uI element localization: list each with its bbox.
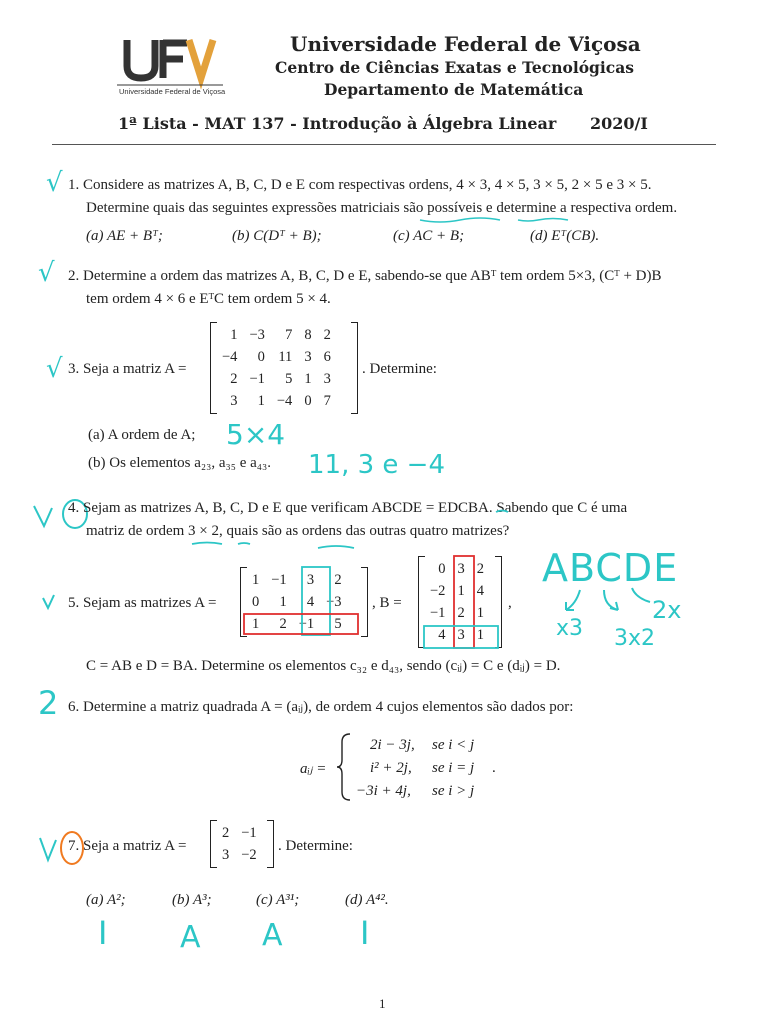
matrix-a-p5-cell: 2 (334, 571, 342, 588)
matrix-b-p5-cell: 4 (476, 582, 484, 599)
matrix-p3-cell: 3 (230, 392, 238, 409)
matrix-b-p5-cell: 3 (457, 560, 465, 577)
matrix-p3-cell: −3 (249, 326, 265, 343)
brace (336, 732, 352, 802)
matrix-b-p5-cell: 1 (476, 626, 484, 643)
matrix-b-p5-cell: 1 (457, 582, 465, 599)
matrix-p3-cell: 3 (323, 370, 331, 387)
problem-7-after: . Determine: (278, 838, 353, 854)
case-2-cond: se i = j (432, 760, 475, 776)
check-mark-3: √ (46, 354, 63, 384)
matrix-p7-cell: 3 (222, 846, 230, 863)
matrix-b-p5-cell: 2 (476, 560, 484, 577)
problem-6-lhs: aᵢⱼ = (300, 761, 327, 777)
problem-5-line-2: C = AB e D = BA. Determine os elementos c₃₂ e d₄₃, sendo (cᵢⱼ) = C e (dᵢⱼ) = D. (86, 658, 561, 674)
matrix-p3-cell: 6 (323, 348, 331, 365)
handwritten-order-b: x3 (556, 616, 584, 641)
handwritten-answer-7d: I (360, 914, 370, 952)
matrix-a-p5-cell: 4 (306, 593, 315, 610)
problem-1-item-b: (b) C(Dᵀ + B); (232, 228, 322, 244)
problem-2-line-1: 2. Determine a ordem das matrizes A, B, C, D e E, sabendo-se que ABᵀ tem ordem 5×3, (Cᵀ + D)B (68, 268, 662, 284)
matrix-p3-cell: 5 (285, 370, 293, 387)
matrix-p7-row (216, 822, 263, 844)
matrix-p3-cell: 7 (323, 392, 331, 409)
handwritten-answer-7b: A (180, 920, 201, 955)
matrix-a-p5-cell: −1 (298, 615, 315, 632)
handwritten-answer-7a: I (98, 914, 108, 952)
problem-1-line-1: 1. Considere as matrizes A, B, C, D e E com respectivas ordens, 4 × 3, 4 × 5, 3 × 5, 2 × 5 e 3 × 5. (68, 177, 652, 193)
department-name: Departamento de Matemática (324, 80, 584, 99)
case-1-cond: se i < j (432, 737, 475, 753)
problem-6-line-1: 6. Determine a matriz quadrada A = (aᵢⱼ), de ordem 4 cujos elementos são dados por: (68, 699, 574, 715)
page-number: 1 (379, 996, 386, 1011)
matrix-b-p5-cell: 3 (457, 626, 465, 643)
matrix-p3-cell: 3 (304, 348, 312, 365)
problem-7-intro: 7. Seja a matriz A = (68, 838, 187, 854)
matrix-p3-cell: 2 (323, 326, 331, 343)
semester: 2020/I (590, 114, 648, 133)
problem-3-item-a: (a) A ordem de A; (88, 427, 196, 443)
case-1-expr: 2i − 3j, (370, 737, 415, 753)
problem-5-mid: , B = (372, 595, 402, 611)
problem-7-item-a: (a) A²; (86, 892, 126, 908)
problem-7-item-c: (c) A³¹; (256, 892, 300, 908)
matrix-p3-cell: 8 (304, 326, 312, 343)
problem-5-end: , (508, 595, 512, 611)
matrix-p7-table (216, 822, 263, 866)
matrix-p7-cell: −1 (241, 824, 257, 841)
matrix-a-p5-cell: 1 (252, 571, 260, 588)
matrix-a-p5-cell: 1 (252, 615, 260, 632)
university-name: Universidade Federal de Viçosa (290, 32, 641, 56)
case-2-expr: i² + 2j, (370, 760, 412, 776)
problem-4-line-2: matriz de ordem 3 × 2, quais são as ordens das outras quatro matrizes? (86, 523, 510, 539)
handwritten-answer-3b: 11, 3 e −4 (308, 450, 446, 480)
handwritten-order-d: 3x2 (614, 626, 656, 651)
problem-3-intro: 3. Seja a matriz A = (68, 361, 187, 377)
matrix-b-p5-cell: −1 (430, 604, 446, 621)
list-title: 1ª Lista - MAT 137 - Introdução à Álgebra Linear (118, 114, 557, 133)
matrix-b-p5-cell: 4 (438, 626, 446, 643)
matrix-p7-cell: −2 (241, 846, 257, 863)
matrix-p3-cell: −1 (249, 370, 265, 387)
problem-1-line-2: Determine quais das seguintes expressões matriciais são possíveis e determine a respectiva ordem. (86, 200, 678, 216)
matrix-p3-cell: 0 (304, 392, 312, 409)
matrix-a-p7 (210, 820, 274, 868)
matrix-b-p5-cell: 2 (457, 604, 465, 621)
matrix-a-p5-cell: 0 (252, 593, 260, 610)
matrix-a-p5-cell: 1 (279, 593, 287, 610)
matrix-p3-cell: 11 (278, 348, 293, 365)
matrix-a-p5-cell: 3 (306, 571, 315, 588)
problem-2-line-2: tem ordem 4 × 6 e EᵀC tem ordem 5 × 4. (86, 291, 331, 307)
logo-caption: Universidade Federal de Viçosa (119, 87, 226, 96)
matrix-p7-row (216, 844, 263, 866)
matrix-p3-cell: 1 (257, 392, 265, 409)
matrix-p3-cell: 7 (285, 326, 293, 343)
problem-6-dot: . (492, 760, 496, 776)
matrix-b-p5-cell: −2 (430, 582, 446, 599)
matrix-p3-cell: 1 (230, 326, 238, 343)
matrix-a-p5-cell: 2 (279, 615, 287, 632)
matrix-p7-cell: 2 (222, 824, 230, 841)
handwritten-answer-7c: A (262, 918, 283, 953)
matrix-p3-cell: 2 (230, 370, 238, 387)
center-name: Centro de Ciências Exatas e Tecnológicas (275, 58, 634, 77)
matrix-p3-cell: −4 (222, 348, 238, 365)
handwritten-abcde: ABCDE (542, 546, 679, 590)
matrix-a-p5-cell: −1 (271, 571, 287, 588)
check-mark-1: √ (46, 168, 63, 198)
case-3-expr: −3i + 4j, (356, 783, 411, 799)
check-mark-2: √ (38, 258, 55, 288)
problem-1-item-d: (d) Eᵀ(CB). (530, 228, 600, 244)
handwritten-answer-3a: 5×4 (226, 418, 286, 451)
problem-7-item-d: (d) A⁴². (345, 892, 389, 908)
matrix-b-p5-cell: 1 (476, 604, 484, 621)
problem-7-item-b: (b) A³; (172, 892, 212, 908)
problem-1-item-c: (c) AC + B; (393, 228, 465, 244)
matrix-a-p5-cell: 5 (334, 615, 342, 632)
handwritten-mark-6: 2 (38, 684, 59, 722)
matrix-a-p5-cell: −3 (326, 593, 342, 610)
problem-1-item-a: (a) AE + Bᵀ; (86, 228, 163, 244)
handwritten-order-e: 2x (652, 596, 682, 624)
matrix-p3-cell: 0 (257, 348, 265, 365)
matrix-b-p5-cell: 0 (438, 560, 446, 577)
problem-3-after: . Determine: (362, 361, 437, 377)
case-3-cond: se i > j (432, 783, 475, 799)
matrix-p3-cell: 1 (304, 370, 312, 387)
matrix-p3-cell: −4 (276, 392, 293, 409)
problem-3-item-b: (b) Os elementos a₂₃, a₃₅ e a₄₃. (88, 455, 271, 471)
problem-4-line-1: 4. Sejam as matrizes A, B, C, D e E que verificam ABCDE = EDCBA. Sabendo que C é uma (68, 500, 628, 516)
problem-5-intro: 5. Sejam as matrizes A = (68, 595, 217, 611)
